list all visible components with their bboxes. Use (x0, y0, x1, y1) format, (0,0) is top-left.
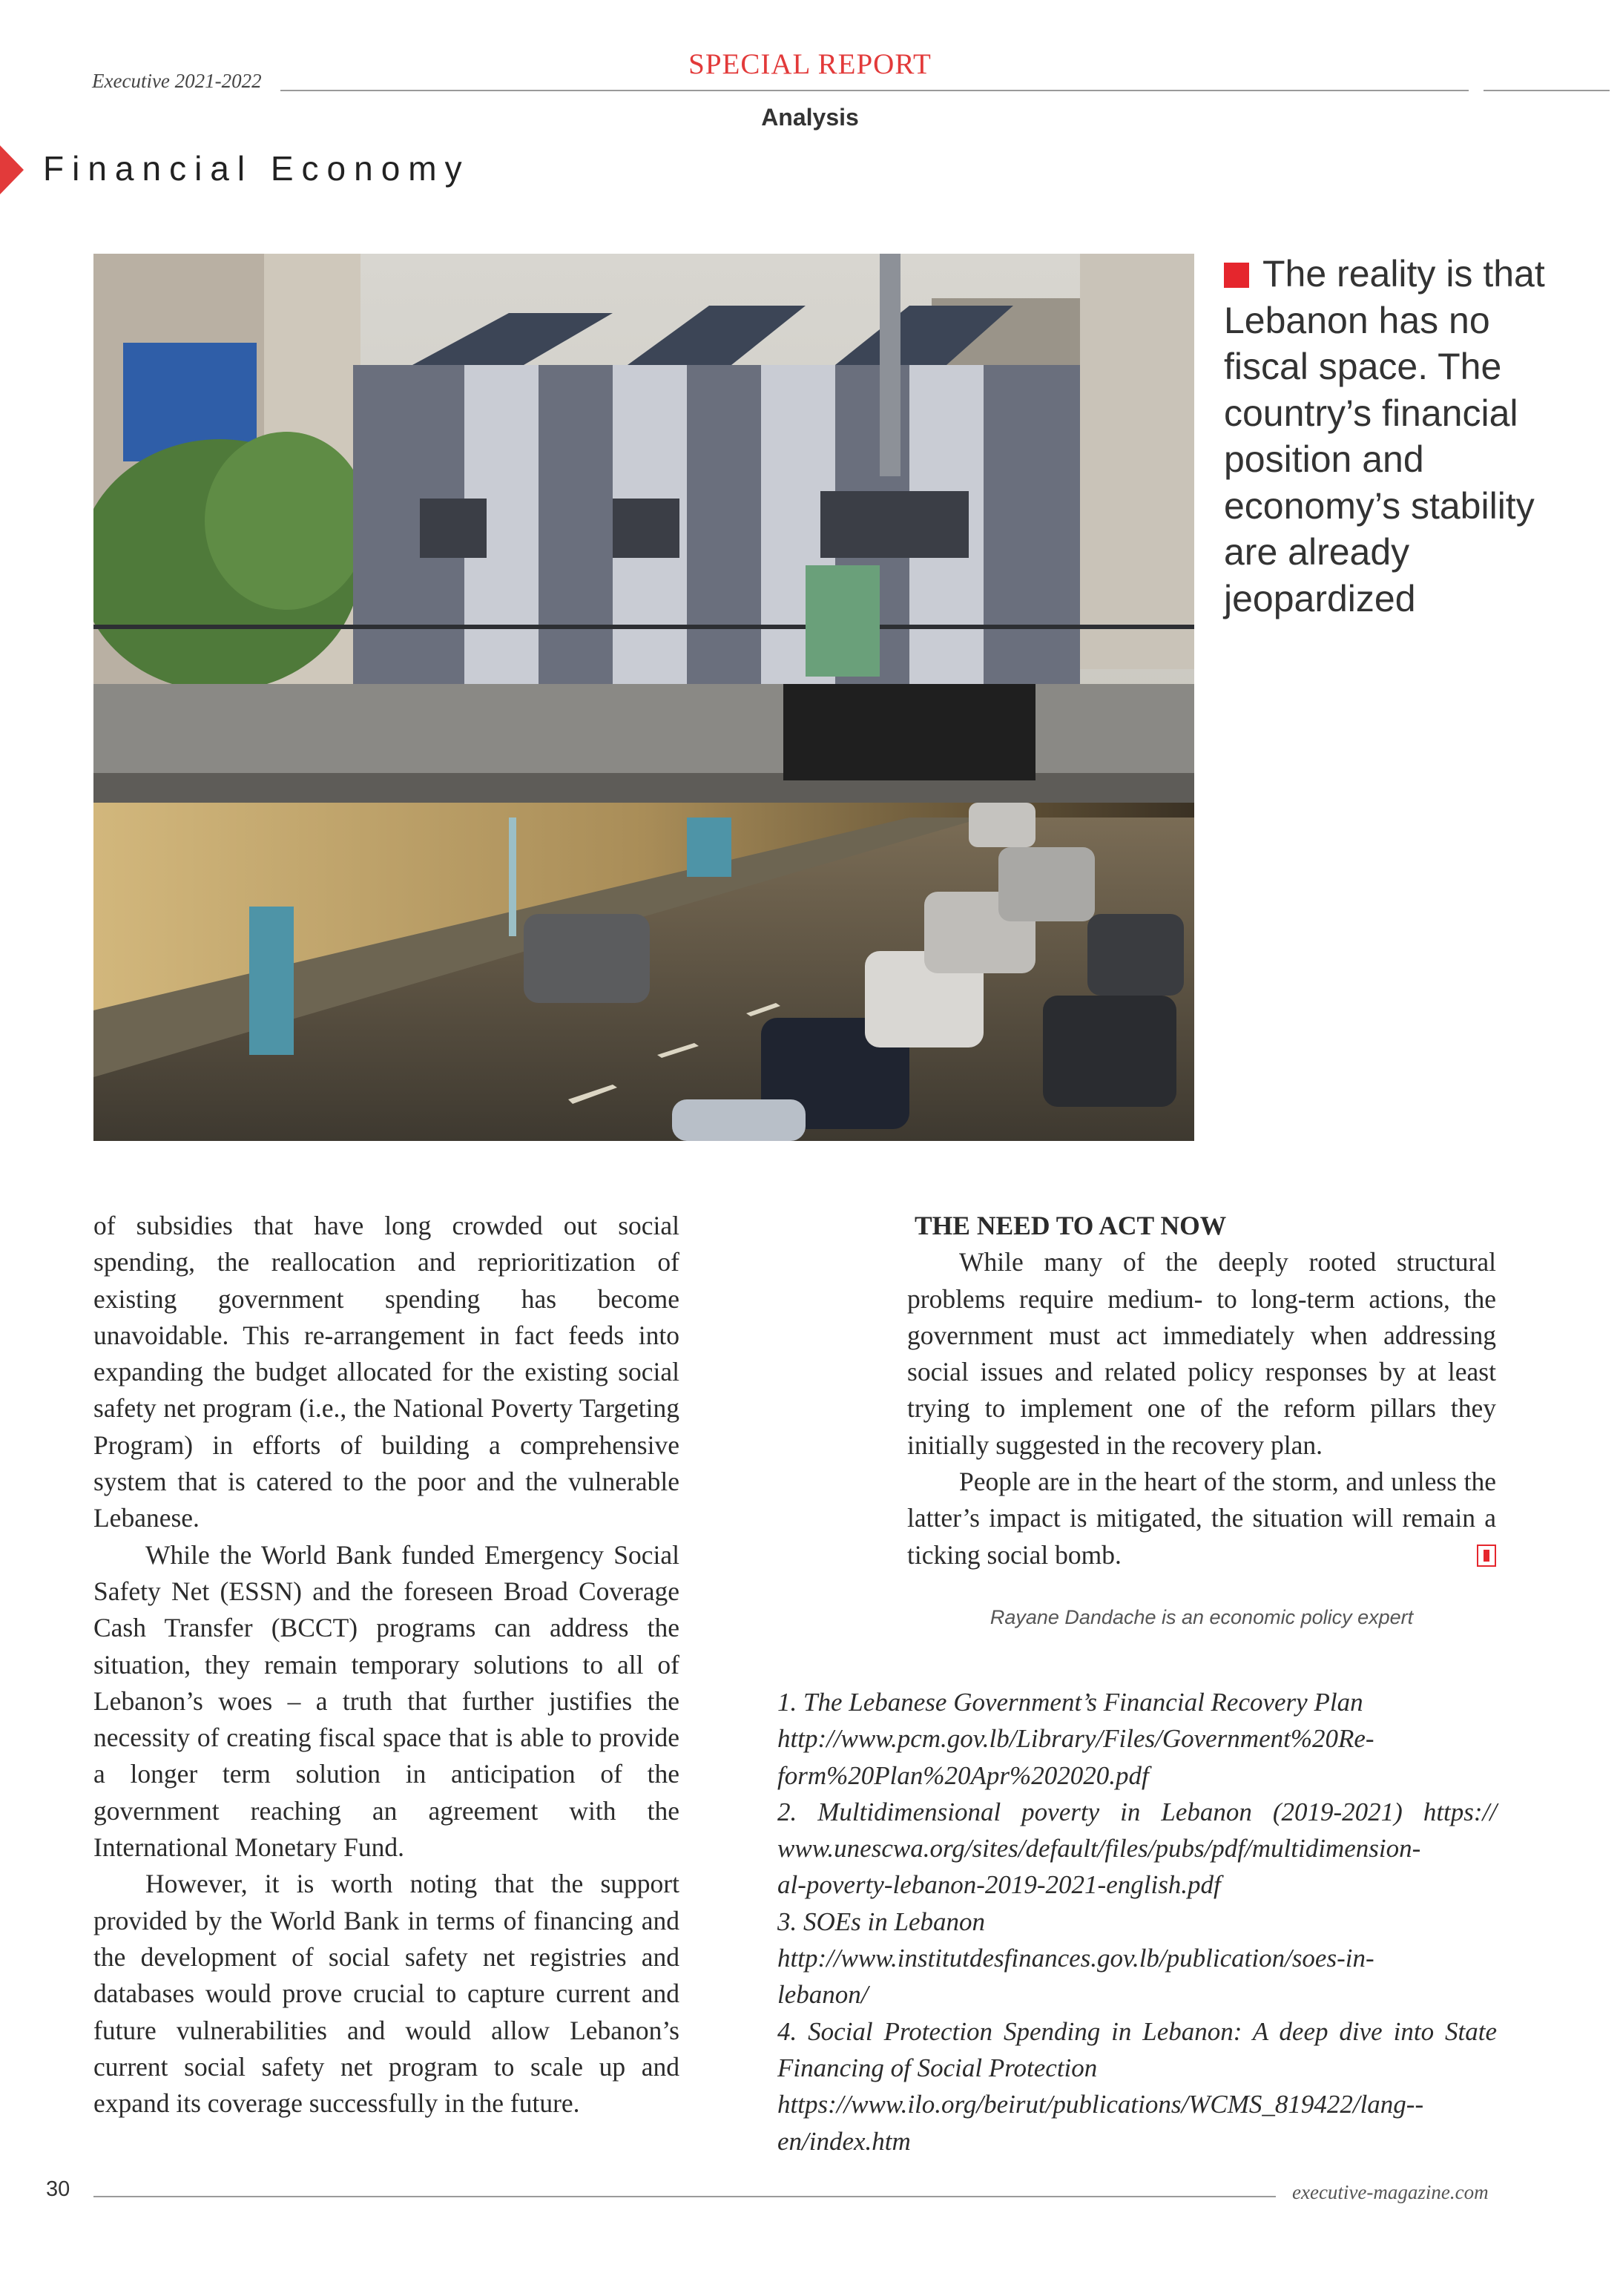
body-column-right (907, 1208, 1496, 1573)
reference-link[interactable]: https://www.ilo.org/beirut/publications/WCMS_819422/lang-- (777, 2090, 1424, 2119)
pull-quote-text: The reality is that Lebanon has no fiscal space. The country’s financial position and economy’s stability are already jeopardized (1224, 253, 1545, 619)
subsection-label: Analysis (761, 104, 859, 131)
reference-line[interactable]: 2. Multidimensional poverty in Lebanon (2019-2021) https:// (777, 1797, 1497, 1826)
footer-website[interactable]: executive-magazine.com (1292, 2181, 1489, 2203)
reference-link[interactable]: al-poverty-lebanon-2019-2021-english.pdf (777, 1870, 1221, 1900)
reference-line: Financing of Social Protection (777, 2053, 1098, 2082)
header-rule-right (1484, 90, 1610, 91)
body-paragraph: However, it is worth noting that the support provided by the World Bank in terms of financing and the development of social safety net registries and databases would prove crucial to capture current and future vulnerabilities and would allow Lebanon’s current social safety net program to scale up and expand its coverage successfully in the future. (93, 1869, 679, 2119)
body-paragraph: While many of the deeply rooted structural problems require medium- to long-term actions, the government must act immediately when addressing social issues and related policy responses by at least trying to implement one of the reform pillars they initially suggested in the recovery plan. (907, 1247, 1496, 1460)
pull-quote (1224, 251, 1550, 622)
reference-line: 4. Social Protection Spending in Lebanon: A deep dive into State (777, 2016, 1497, 2046)
body-paragraph: of subsidies that have long crowded out social spending, the reallocation and reprioritization of existing government spending has become unavoidable. This re-arrangement in fact feeds into expanding the budget allocated for the existing social safety net program (i.e., the National Poverty Targeting Program) in efforts of building a comprehensive system that is catered to the poor and the vulnerable Lebanese. (93, 1211, 679, 1533)
end-mark-icon (1477, 1545, 1496, 1567)
reference-link[interactable]: en/index.htm (777, 2126, 911, 2156)
section-marker-icon (0, 145, 24, 194)
body-column-left (93, 1208, 679, 2122)
article-photo (93, 254, 1194, 1141)
body-paragraph-text: People are in the heart of the storm, and unless the latter’s impact is mitigated, the situation will remain a ticking social bomb. (907, 1467, 1496, 1570)
author-byline: Rayane Dandache is an economic policy expert (990, 1606, 1414, 1628)
red-square-icon (1224, 263, 1249, 288)
reference-line: 3. SOEs in Lebanon (777, 1907, 985, 1936)
header-rule (280, 90, 1469, 91)
reference-link[interactable]: form%20Plan%20Apr%202020.pdf (777, 1760, 1149, 1790)
reference-link[interactable]: lebanon/ (777, 1980, 869, 2010)
category-title: Financial Economy (43, 149, 470, 188)
body-paragraph: While the World Bank funded Emergency Social Safety Net (ESSN) and the foreseen Broad Coverage Cash Transfer (BCCT) programs can address the situation, they remain temporary solutions to all of Lebanon’s woes – a truth that further justifies the necessity of creating fiscal space that is able to provide a longer term solution in anticipation of the government reaching an agreement with the International Monetary Fund. (93, 1539, 679, 1863)
references-list (777, 1684, 1497, 2160)
section-heading: THE NEED TO ACT NOW (915, 1211, 1227, 1240)
reference-link[interactable]: www.unescwa.org/sites/default/files/pubs/pdf/multidimension- (777, 1834, 1421, 1864)
page-number: 30 (46, 2177, 70, 2201)
section-label: SPECIAL REPORT (688, 48, 932, 80)
issue-label: Executive 2021-2022 (92, 70, 262, 92)
reference-link[interactable]: http://www.institutdesfinances.gov.lb/publication/soes-in- (777, 1944, 1374, 1973)
reference-link[interactable]: http://www.pcm.gov.lb/Library/Files/Government%20Re- (777, 1724, 1374, 1754)
reference-line: 1. The Lebanese Government’s Financial Recovery Plan (777, 1688, 1363, 1717)
footer-rule (93, 2196, 1276, 2197)
body-paragraph (907, 1464, 1496, 1573)
